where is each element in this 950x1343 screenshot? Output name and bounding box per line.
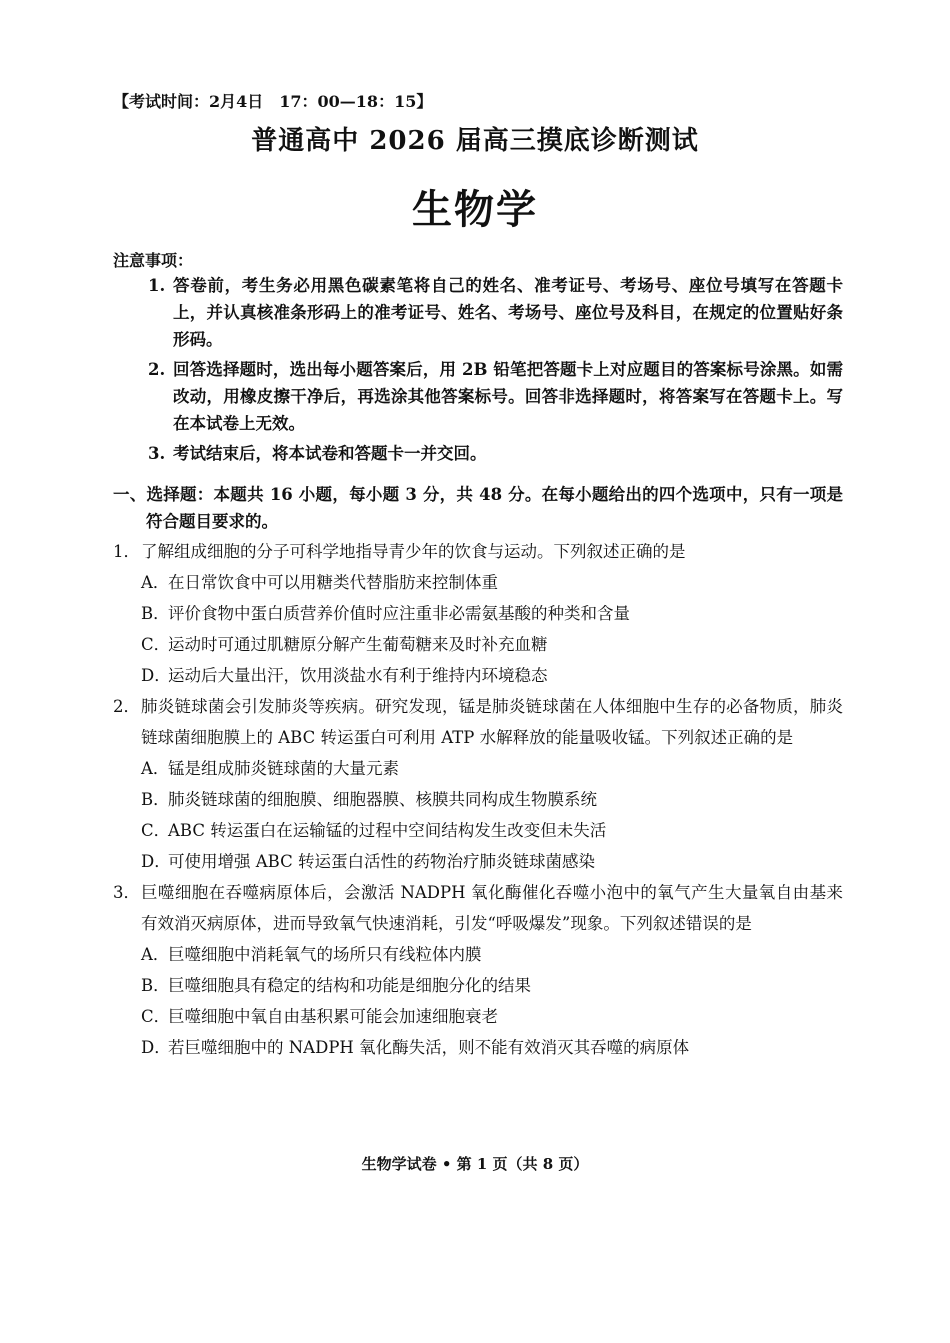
option-c [113, 629, 843, 660]
option-text: 运动时可通过肌糖原分解产生葡萄糖来及时补充血糖 [168, 635, 548, 654]
subject-title: 生物学 [412, 186, 538, 233]
notice-item-number: 2. [148, 360, 166, 379]
question-text: 肺炎链球菌会引发肺炎等疾病。研究发现，锰是肺炎链球菌在人体细胞中生存的必备物质，肺炎链球菌细胞膜上的 ABC 转运蛋白可利用 ATP 水解释放的能量吸收锰。下列叙述正确的是 [141, 697, 843, 747]
option-a [113, 939, 843, 970]
question [113, 691, 843, 877]
notice-item-number: 1. [148, 276, 166, 295]
option-text: 锰是组成肺炎链球菌的大量元素 [168, 759, 399, 778]
question [113, 877, 843, 1063]
option-text: ABC 转运蛋白在运输锰的过程中空间结构发生改变但未失活 [168, 821, 607, 840]
option-text: 在日常饮食中可以用糖类代替脂肪来控制体重 [168, 573, 498, 592]
option-text: 巨噬细胞中消耗氧气的场所只有线粒体内膜 [168, 945, 482, 964]
question-number: 1． [113, 542, 140, 561]
page-footer: 生物学试卷 • 第 1 页（共 8 页） [361, 1155, 589, 1173]
notice-item [113, 440, 843, 467]
option-b [113, 784, 843, 815]
question-text: 巨噬细胞在吞噬病原体后，会激活 NADPH 氧化酶催化吞噬小泡中的氧气产生大量氧自由基来有效消灭病原体，进而导致氧气快速消耗，引发“呼吸爆发”现象。下列叙述错误的是 [141, 883, 843, 933]
option-label: B． [141, 790, 170, 809]
notice-item-number: 3. [148, 444, 166, 463]
section-heading: 一、选择题：本题共 16 小题，每小题 3 分，共 48 分。在每小题给出的四个选项中，只有一项是符合题目要求的。 [113, 485, 843, 531]
notice-heading: 注意事项： [113, 251, 194, 270]
question-number: 3． [113, 883, 140, 902]
option-text: 巨噬细胞中氧自由基积累可能会加速细胞衰老 [168, 1007, 498, 1026]
exam-time: 【考试时间：2月4日 17：00—18：15】 [113, 92, 433, 111]
option-a [113, 753, 843, 784]
notice-item [113, 356, 843, 437]
question-stem [113, 536, 843, 567]
question-stem [113, 877, 843, 939]
option-text: 巨噬细胞具有稳定的结构和功能是细胞分化的结果 [168, 976, 531, 995]
option-label: A． [141, 573, 170, 592]
question [113, 536, 843, 691]
option-label: B． [141, 604, 170, 623]
option-label: A． [141, 759, 170, 778]
exam-title: 普通高中 2026 届高三摸底诊断测试 [251, 126, 699, 156]
notice-item [113, 272, 843, 353]
question-number: 2． [113, 697, 140, 716]
option-label: A． [141, 945, 170, 964]
notice-item-text: 考试结束后，将本试卷和答题卡一并交回。 [173, 444, 487, 463]
option-text: 可使用增强 ABC 转运蛋白活性的药物治疗肺炎链球菌感染 [168, 852, 595, 871]
option-label: D． [141, 852, 171, 871]
option-text: 运动后大量出汗，饮用淡盐水有利于维持内环境稳态 [168, 666, 548, 685]
option-d [113, 660, 843, 691]
option-label: C． [141, 1007, 171, 1026]
option-label: D． [141, 1038, 171, 1057]
question-stem [113, 691, 843, 753]
option-a [113, 567, 843, 598]
option-text: 肺炎链球菌的细胞膜、细胞器膜、核膜共同构成生物膜系统 [168, 790, 597, 809]
option-d [113, 1032, 843, 1063]
notice-item-text: 回答选择题时，选出每小题答案后，用 2B 铅笔把答题卡上对应题目的答案标号涂黑。如需改动，用橡皮擦干净后，再选涂其他答案标号。回答非选择题时，将答案写在答题卡上。写在本试卷上无效。 [173, 360, 843, 433]
notice-item-text: 答卷前，考生务必用黑色碳素笔将自己的姓名、准考证号、考场号、座位号填写在答题卡上，并认真核准条形码上的准考证号、姓名、考场号、座位号及科目，在规定的位置贴好条形码。 [173, 276, 843, 349]
option-label: D． [141, 666, 171, 685]
option-b [113, 598, 843, 629]
option-text: 评价食物中蛋白质营养价值时应注重非必需氨基酸的种类和含量 [168, 604, 630, 623]
question-list [113, 536, 843, 1063]
notice-list [113, 272, 843, 470]
option-d [113, 846, 843, 877]
option-label: C． [141, 821, 171, 840]
option-c [113, 1001, 843, 1032]
option-b [113, 970, 843, 1001]
option-label: B． [141, 976, 170, 995]
option-text: 若巨噬细胞中的 NADPH 氧化酶失活，则不能有效消灭其吞噬的病原体 [168, 1038, 690, 1057]
question-text: 了解组成细胞的分子可科学地指导青少年的饮食与运动。下列叙述正确的是 [141, 542, 686, 561]
option-label: C． [141, 635, 171, 654]
option-c [113, 815, 843, 846]
